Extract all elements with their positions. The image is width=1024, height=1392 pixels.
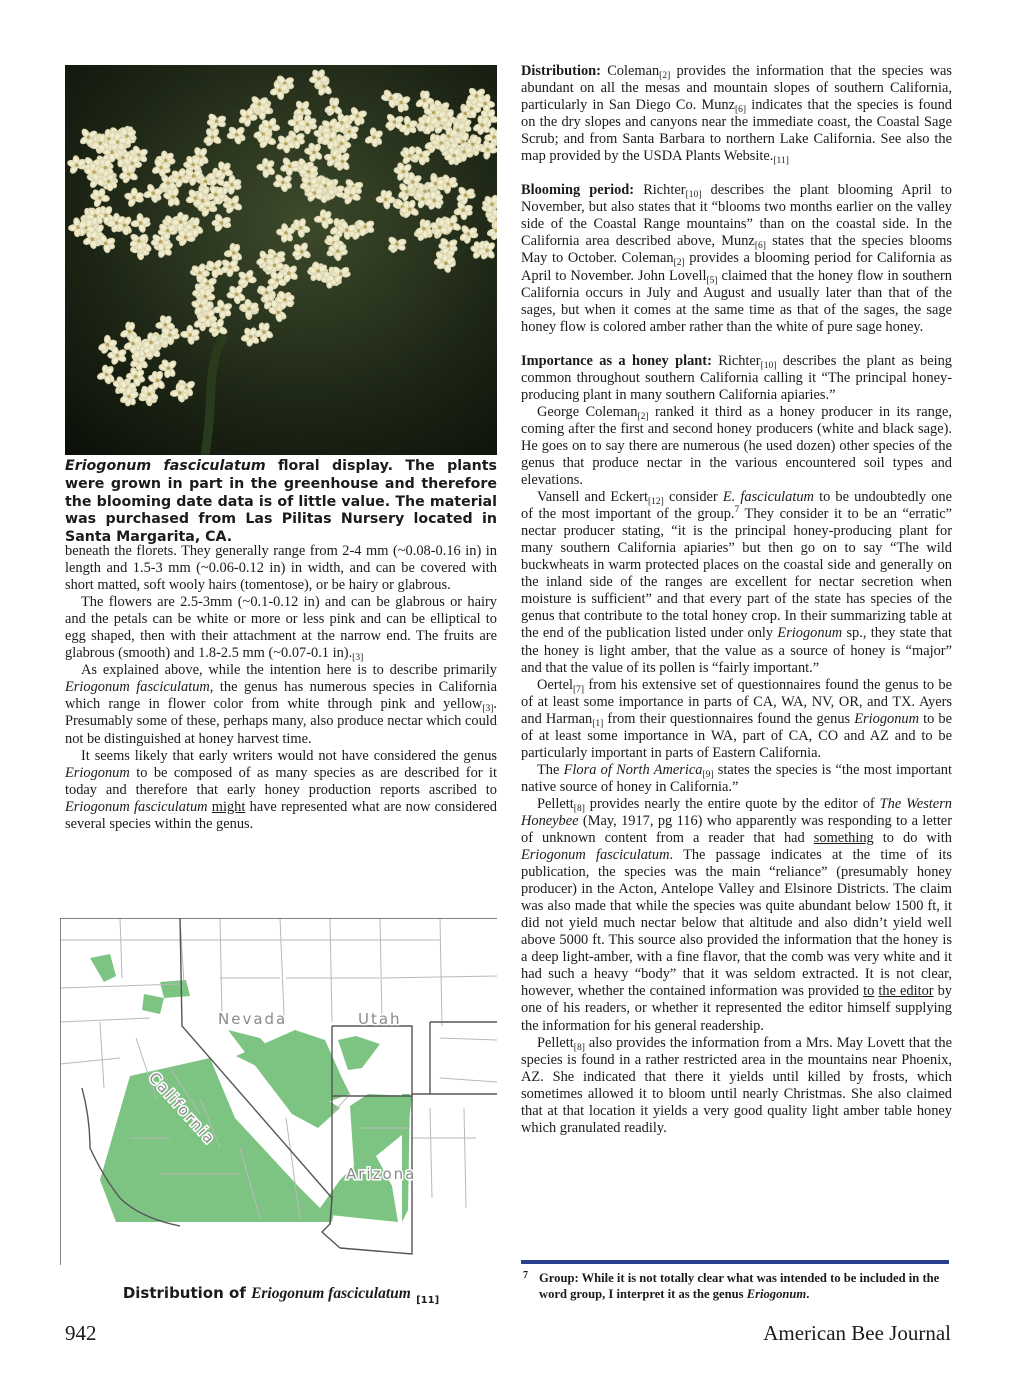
flower-center [178, 391, 182, 395]
flower-center [268, 125, 272, 129]
heading-distribution: Distribution: [521, 63, 601, 79]
flower-center [432, 199, 436, 203]
heading-blooming-period: Blooming period: [521, 182, 635, 199]
flower-center [159, 166, 163, 170]
footnote-rule [521, 1260, 949, 1264]
flower-center [456, 128, 460, 132]
flower-center [336, 249, 340, 253]
flower-center [332, 105, 336, 109]
flower-center [339, 272, 343, 276]
flower-center [400, 101, 404, 105]
flower-center [220, 221, 224, 225]
section-blooming-period: Blooming period: Richter$_{[10]}$ describes the plant blooming April to November, but also states that it “blooms two months earlier on the valley side of the Coastal Range mountains” than on the coastal side. In the California area described above, Munz$_{[6]}$ states that the species blooms May to October. Coleman$_{[2]}$ provides a blooming period for California as April to November. John Lovell$_{[5]}$ claimed that the honey flow in southern California occurs in July and August and usually later than that of the sages, but when it comes at the same time as that of the sages, the sage honey flow is colored amber rather than the white of pure sage honey. [521, 182, 952, 335]
flower-center [332, 156, 336, 160]
caption-species: Eriogonum fasciculatum [65, 458, 266, 474]
flower-center [324, 184, 328, 188]
flower-center [341, 160, 345, 164]
flower-center [193, 225, 197, 229]
flower-center [316, 269, 320, 273]
flower-center [287, 271, 291, 275]
flower-center [411, 180, 415, 184]
flower-center [231, 203, 235, 207]
flower-center [198, 271, 202, 275]
flower-center [329, 138, 333, 142]
flower-center [249, 335, 253, 339]
paragraph-oertel: Oertel$_{[7]}$ from his extensive set of questionnaires found the genus to be of at least some importance in parts of CA, WA, NV, OR, and TX. Ayers and Harman$_{[1]}$ from their questionnaires found the genus Eriogonum to be of at least some importance in WA, part of CA, CO and AZ and to be particularly important in parts of Eastern California. [521, 676, 952, 761]
flower-center [340, 121, 344, 125]
flower-center [110, 150, 114, 154]
flower-center [178, 176, 182, 180]
flower-center [94, 214, 98, 218]
flower-center [91, 237, 95, 241]
flower-photo [65, 65, 497, 455]
flower-center [245, 277, 249, 281]
flower-center [284, 231, 288, 235]
paragraph-pellett-lovett: Pellett$_{[8]}$ also provides the information from a Mrs. May Lovett that the species is found in a rather restricted area in the mountains near Phoenix, AZ. She indicated that there it yields until killed by frosts, which sometimes allowed it to bloom until nearly Christmas. She also claimed that at that location it yields a very good quality light amber table honey which granulated readily. [521, 1034, 952, 1136]
flower-center [276, 311, 280, 315]
flower-center [345, 228, 349, 232]
flower-center [164, 323, 168, 327]
flower-center [471, 143, 475, 147]
flower-center [127, 395, 131, 399]
flower-center [211, 135, 215, 139]
flower-center [265, 291, 269, 295]
flower-center [184, 235, 188, 239]
flower-center [116, 354, 120, 358]
flower-center [214, 193, 218, 197]
flower-center [132, 196, 136, 200]
flower-center [283, 298, 287, 302]
flower-center [306, 123, 310, 127]
flower-center [408, 207, 412, 211]
flower-center [166, 229, 170, 233]
flower-center [194, 196, 198, 200]
right-column-text [521, 63, 952, 1137]
flower-center [75, 163, 79, 167]
flower-center [490, 202, 494, 206]
footnote-number: 7 [523, 1270, 528, 1281]
flower-center [322, 217, 326, 221]
flower-center [92, 170, 96, 174]
flower-center [206, 316, 210, 320]
map-label-arizona: Arizona [346, 1165, 417, 1183]
paragraph-bracts: beneath the florets. They generally range from 2-4 mm (~0.08-0.16 in) in length and 1.5-3 mm (~0.06-0.12 in) in width, and can be covered with short matted, soft wooly hairs (tomentose), or be hairy or glabrous. [65, 543, 497, 594]
flower-center [322, 85, 326, 89]
flower-center [393, 120, 397, 124]
flower-center [246, 115, 250, 119]
flower-center [232, 251, 236, 255]
flower-center [467, 232, 471, 236]
flower-center [438, 226, 442, 230]
flower-center [372, 136, 376, 140]
flower-center [206, 282, 210, 286]
page-number: 942 [65, 1321, 97, 1345]
flower-center [422, 227, 426, 231]
flower-center [349, 194, 353, 198]
flower-center [273, 264, 277, 268]
flower-center [299, 226, 303, 230]
flower-center [284, 142, 288, 146]
flower-center [395, 242, 399, 246]
flower-center [188, 333, 192, 337]
heading-importance: Importance as a honey plant: [521, 352, 712, 369]
left-column-text [65, 543, 497, 833]
flower-center [98, 141, 102, 145]
flower-center [384, 198, 388, 202]
flower-center [301, 108, 305, 112]
map-caption: Distribution of Eriogonum fasciculatum $_{[11]}$ [122, 1284, 440, 1306]
map-label-nevada: Nevada [218, 1010, 288, 1028]
flower-center [485, 249, 489, 253]
flower-center [191, 163, 195, 167]
flower-center [171, 195, 175, 199]
flower-center [116, 140, 120, 144]
flower-center [340, 142, 344, 146]
flower-photo-image [65, 65, 497, 455]
footnote-marker: 7 [734, 505, 740, 516]
flower-center [192, 174, 196, 178]
flower-center [235, 293, 239, 297]
flower-center [235, 133, 239, 137]
flower-center [128, 330, 132, 334]
flower-center [408, 154, 412, 158]
flower-center [130, 162, 134, 166]
flower-center [419, 154, 423, 158]
flower-center [288, 164, 292, 168]
flower-center [152, 191, 156, 195]
flower-center [228, 265, 232, 269]
footnote: 7 Group: While it is not totally clear what was intended to be included in the word group, I interpret it as the genus Eriogonum. [523, 1270, 940, 1301]
flower-center [159, 240, 163, 244]
flower-center [221, 307, 225, 311]
section-distribution: Distribution: Coleman$_{[2]}$ provides the information that the species was abundant on all the mesas and mountain slopes of southern California, particularly in San Diego Co. Munz$_{[6]}$ indicates that the species is found on the dry slopes and canyons near the immediate coast, the Coastal Sage Scrub; and from Santa Barbara to northern Lake California. See also the map provided by the USDA Plants $Website._{[11]}$ [521, 63, 952, 167]
paragraph-pellett-editor: Pellett$_{[8]}$ provides nearly the entire quote by the editor of The Western Honeybee (May, 1917, pg 116) who apparently was responding to a letter of unknown content from a reader that had something to do with Eriogonum fasciculatum. The passage indicates at the time of its publication, the species was the main “reliance” (presumably honey producer) in the Acton, Antelope Valley and Elsinore Districts. The claim was also made that while the species was quite abundant below 1500 ft, it did not yield much nectar below that altitude and also didn’t yield well above 5000 ft. This source also provided the information that the honey is a deep light-amber, with a fine flavor, that the comb was very white and it had such a heavy “body” that it was seldom extracted. It is not clear, however, whether the contained information was provided to the editor by one of his readers, or whether it represented the editor himself supplying the information for his general readership. [521, 795, 953, 1034]
paragraph-vansell-eckert: Vansell and Eckert$_{[12]}$ consider E. fasciculatum to be undoubtedly one of the most important of the group.$^7$ They consider it to be an “erratic” nectar producer stating, “it is the principal honey-producing plant for many southern California apiaries” but then go on to say “The wild buckwheats in warm protected places on the coastal side and generally on the inland side of the ranges are excellent for nectar secretion when moisture is sufficient” and that every part of the state has species of the genus that contribute to the total honey crop. In their summarizing table at the end of the publication listed under only Eriogonum sp., they state that the honey is light amber, that the value as a source of honey is “major” and that the value of its pollen is “fairly important.” [521, 489, 953, 676]
flower-center [480, 123, 484, 127]
flower-center [262, 330, 266, 334]
flower-center [98, 196, 102, 200]
flower-center [213, 267, 217, 271]
map-label-california: California [145, 1068, 220, 1149]
flower-center [462, 150, 466, 154]
flower-center [424, 123, 428, 127]
flower-center [317, 77, 321, 81]
flower-center [281, 181, 285, 185]
journal-name: American Bee Journal [763, 1321, 951, 1345]
flower-center [104, 242, 108, 246]
flower-center [452, 154, 456, 158]
flower-center [166, 181, 170, 185]
flower-center [447, 244, 451, 248]
photo-caption [65, 458, 497, 547]
flower-center [294, 137, 298, 141]
paragraph-flora: The Flora of North America$_{[9]}$ states the species is “the most important native source of honey in California.” [521, 761, 952, 795]
flower-center [76, 225, 80, 229]
flower-center [179, 220, 183, 224]
flower-center [104, 213, 108, 217]
flower-center [104, 166, 108, 170]
flower-center [437, 117, 441, 121]
flower-center [464, 193, 468, 197]
flower-center [439, 141, 443, 145]
flower-center [217, 326, 221, 330]
flower-center [421, 197, 425, 201]
flower-center [156, 379, 160, 383]
flower-center [423, 98, 427, 102]
flower-center [389, 96, 393, 100]
flower-center [475, 94, 479, 98]
flower-center [204, 180, 208, 184]
flower-center [105, 373, 109, 377]
flower-center [106, 343, 110, 347]
flower-center [402, 170, 406, 174]
flower-center [167, 366, 171, 370]
flower-center [222, 169, 226, 173]
paragraph-genus-species: As explained above, while the intention here is to describe primarily Eriogonum fasciculatum, the genus has numerous species in California which range in flower color from white through pink and yellow$_{[3]}$. Presumably some of these, perhaps many, also produce nectar which could not be distinguished at honey harvest time. [65, 662, 497, 747]
flower-center [308, 182, 312, 186]
flower-center [168, 333, 172, 337]
flower-center [434, 182, 438, 186]
flower-center [134, 375, 138, 379]
flower-center [356, 114, 360, 118]
flower-center [215, 119, 219, 123]
flower-center [139, 221, 143, 225]
flower-center [348, 130, 352, 134]
flower-center [300, 250, 304, 254]
flower-center [461, 208, 465, 212]
flower-center [278, 88, 282, 92]
flower-center [406, 124, 410, 128]
flower-center [247, 307, 251, 311]
flower-center [258, 102, 262, 106]
flower-center [444, 261, 448, 265]
flower-center [329, 126, 333, 130]
flower-center [312, 151, 316, 155]
flower-center [461, 140, 465, 144]
section-importance: Importance as a honey plant: Richter$_{[10]}$ describes the plant as being common throughout southern California calling it “The principal honey-producing plant in many southern California apiaries.” [521, 352, 952, 403]
flower-center [115, 221, 119, 225]
flower-center [230, 183, 234, 187]
distribution-map [60, 918, 497, 1265]
flower-center [492, 135, 496, 139]
flower-center [131, 342, 135, 346]
flower-center [307, 170, 311, 174]
flower-center [432, 111, 436, 115]
paragraph-flowers: The flowers are 2.5-3mm (~0.1-0.12 in) and can be glabrous or hairy and the petals can be white or more or less pink and can be elliptical to egg shaped, then with their attachment at the narrow end. The fruits are glabrous (smooth) and 1.8-2.5 mm (~0.07-0.1 $in)._{[3]}$ [65, 594, 497, 664]
map-label-utah: Utah [358, 1010, 402, 1028]
flower-center [164, 159, 168, 163]
flower-center [463, 112, 467, 116]
flower-center [149, 341, 153, 345]
flower-center [265, 166, 269, 170]
flower-center [470, 107, 474, 111]
flower-center [201, 199, 205, 203]
flower-center [199, 304, 203, 308]
flower-center [125, 134, 129, 138]
flower-center [275, 278, 279, 282]
flower-center [446, 182, 450, 186]
paragraph-early-writers: It seems likely that early writers would not have considered the genus Eriogonum to be composed of as many species as are described for it today and therefore that early honey production reports ascribed to Eriogonum fasciculatum might have represented what are now considered several species within the genus. [65, 747, 497, 832]
flower-center [107, 180, 111, 184]
flower-center [450, 223, 454, 227]
distribution-map-image [60, 918, 497, 1265]
flower-center [486, 148, 490, 152]
flower-center [363, 225, 367, 229]
flower-center [137, 239, 141, 243]
caption-text: floral display. The plants were grown in part in the greenhouse and therefore the blooming date data is of little value. The material was purchased from Las Pilitas Nursery located in Santa Margarita, CA. [65, 458, 498, 546]
paragraph-coleman: George Coleman$_{[2]}$ ranked it third as a honey producer in its range, coming after the first and second honey producers (white and black sage). He goes on to say there are numerous (he used dozen) other species of the genus that produce nectar in the various encountered soil types and elevations. [521, 403, 952, 489]
flower-center [313, 191, 317, 195]
flower-center [87, 135, 91, 139]
flower-center [147, 392, 151, 396]
